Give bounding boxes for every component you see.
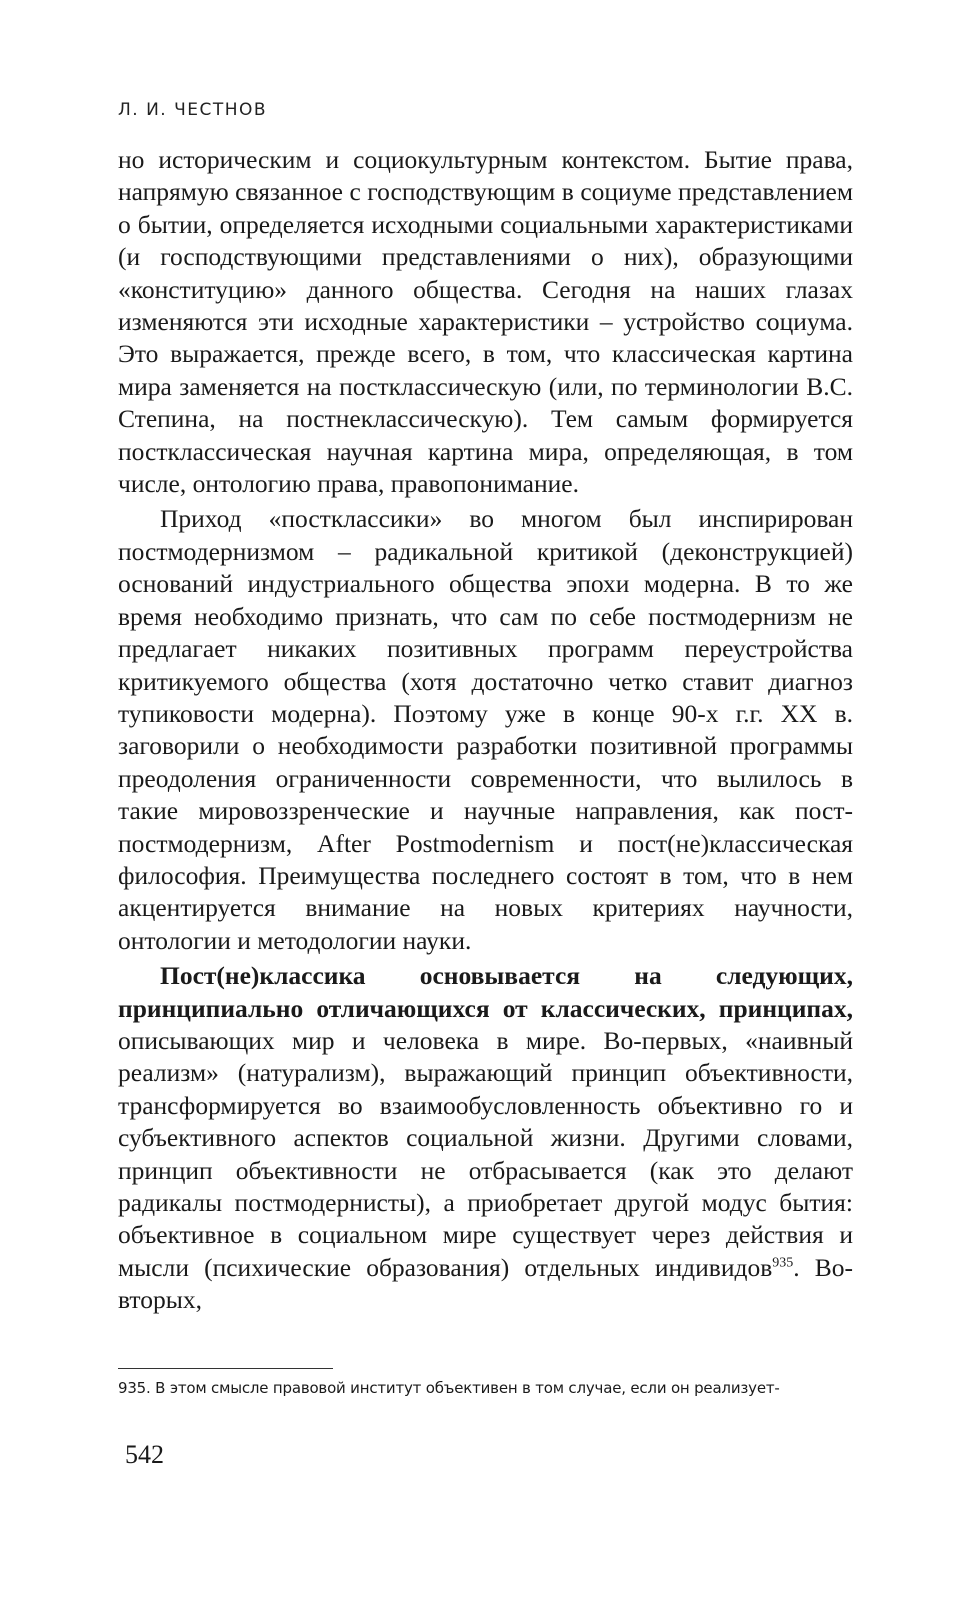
paragraph-2: Приход «постклассики» во многом был инспирирован постмодернизмом – радикальной критикой (деконструкцией) оснований индустриального общества эпохи модерна. В то же время необходимо признать, что сам по себе постмодернизм не предлагает никаких позитивных программ переустройства критикуемого общества (хотя достаточно четко ставит диагноз тупиковости модерна). Поэтому уже в конце 90-х г.г. XX в. заговорили о необходимости разработки позитивной программы преодоления ограниченности современности, что вылилось в такие мировоззренческие и научные направления, как пост-постмодернизм, After Postmodernism и пост(не)классическая философия. Преимущества последнего состоят в том, что в нем акцентируется внимание на новых критериях научности, онтологии и методологии науки.	[118, 504, 853, 955]
paragraph-3-tail: . Во-вторых,	[118, 1252, 853, 1315]
paragraph-3-bold-lead: Пост(не)классика основывается на следующих, принципиально отличающихся от классических, принципах,	[118, 961, 853, 1023]
footnote-reference: 935	[772, 1255, 794, 1271]
body-text	[118, 144, 853, 1317]
page-number: 542	[125, 1440, 164, 1469]
paragraph-3	[118, 960, 853, 1316]
footnote: 935. В этом смысле правовой институт объективен в том случае, если он реализует-	[118, 1379, 780, 1397]
paragraph-3-text: описывающих мир и человека в мире. Во-первых, «наивный реализм» (натурализм), выражающий принцип объективности, трансформируется во взаимообусловленность объективно го и субъективного аспектов социальной жизни. Другими словами, принцип объективности не отбрасывается (как это делают радикалы постмодернисты), а приобретает другой модус бытия: объективное в социальном мире существует через действия и мысли (психические образования) отдельных индивидов	[118, 1025, 853, 1282]
footnote-separator	[118, 1368, 333, 1369]
paragraph-1: но историческим и социокультурным контекстом. Бытие права, напрямую связанное с господствующим в социуме представлением о бытии, определяется исходными социальными характеристиками (и господствующими представлениями о них), образующими «конституцию» данного общества. Сегодня на наших глазах изменяются эти исходные характеристики – устройство социума. Это выражается, прежде всего, в том, что классическая картина мира заменяется на постклассическую (или, по терминологии В.С. Степина, на постнеклассическую). Тем самым формируется постклассическая научная картина мира, определяющая, в том числе, онтологию права, правопонимание.	[118, 145, 853, 499]
running-head: Л. И. ЧЕСТНОВ	[118, 100, 268, 120]
